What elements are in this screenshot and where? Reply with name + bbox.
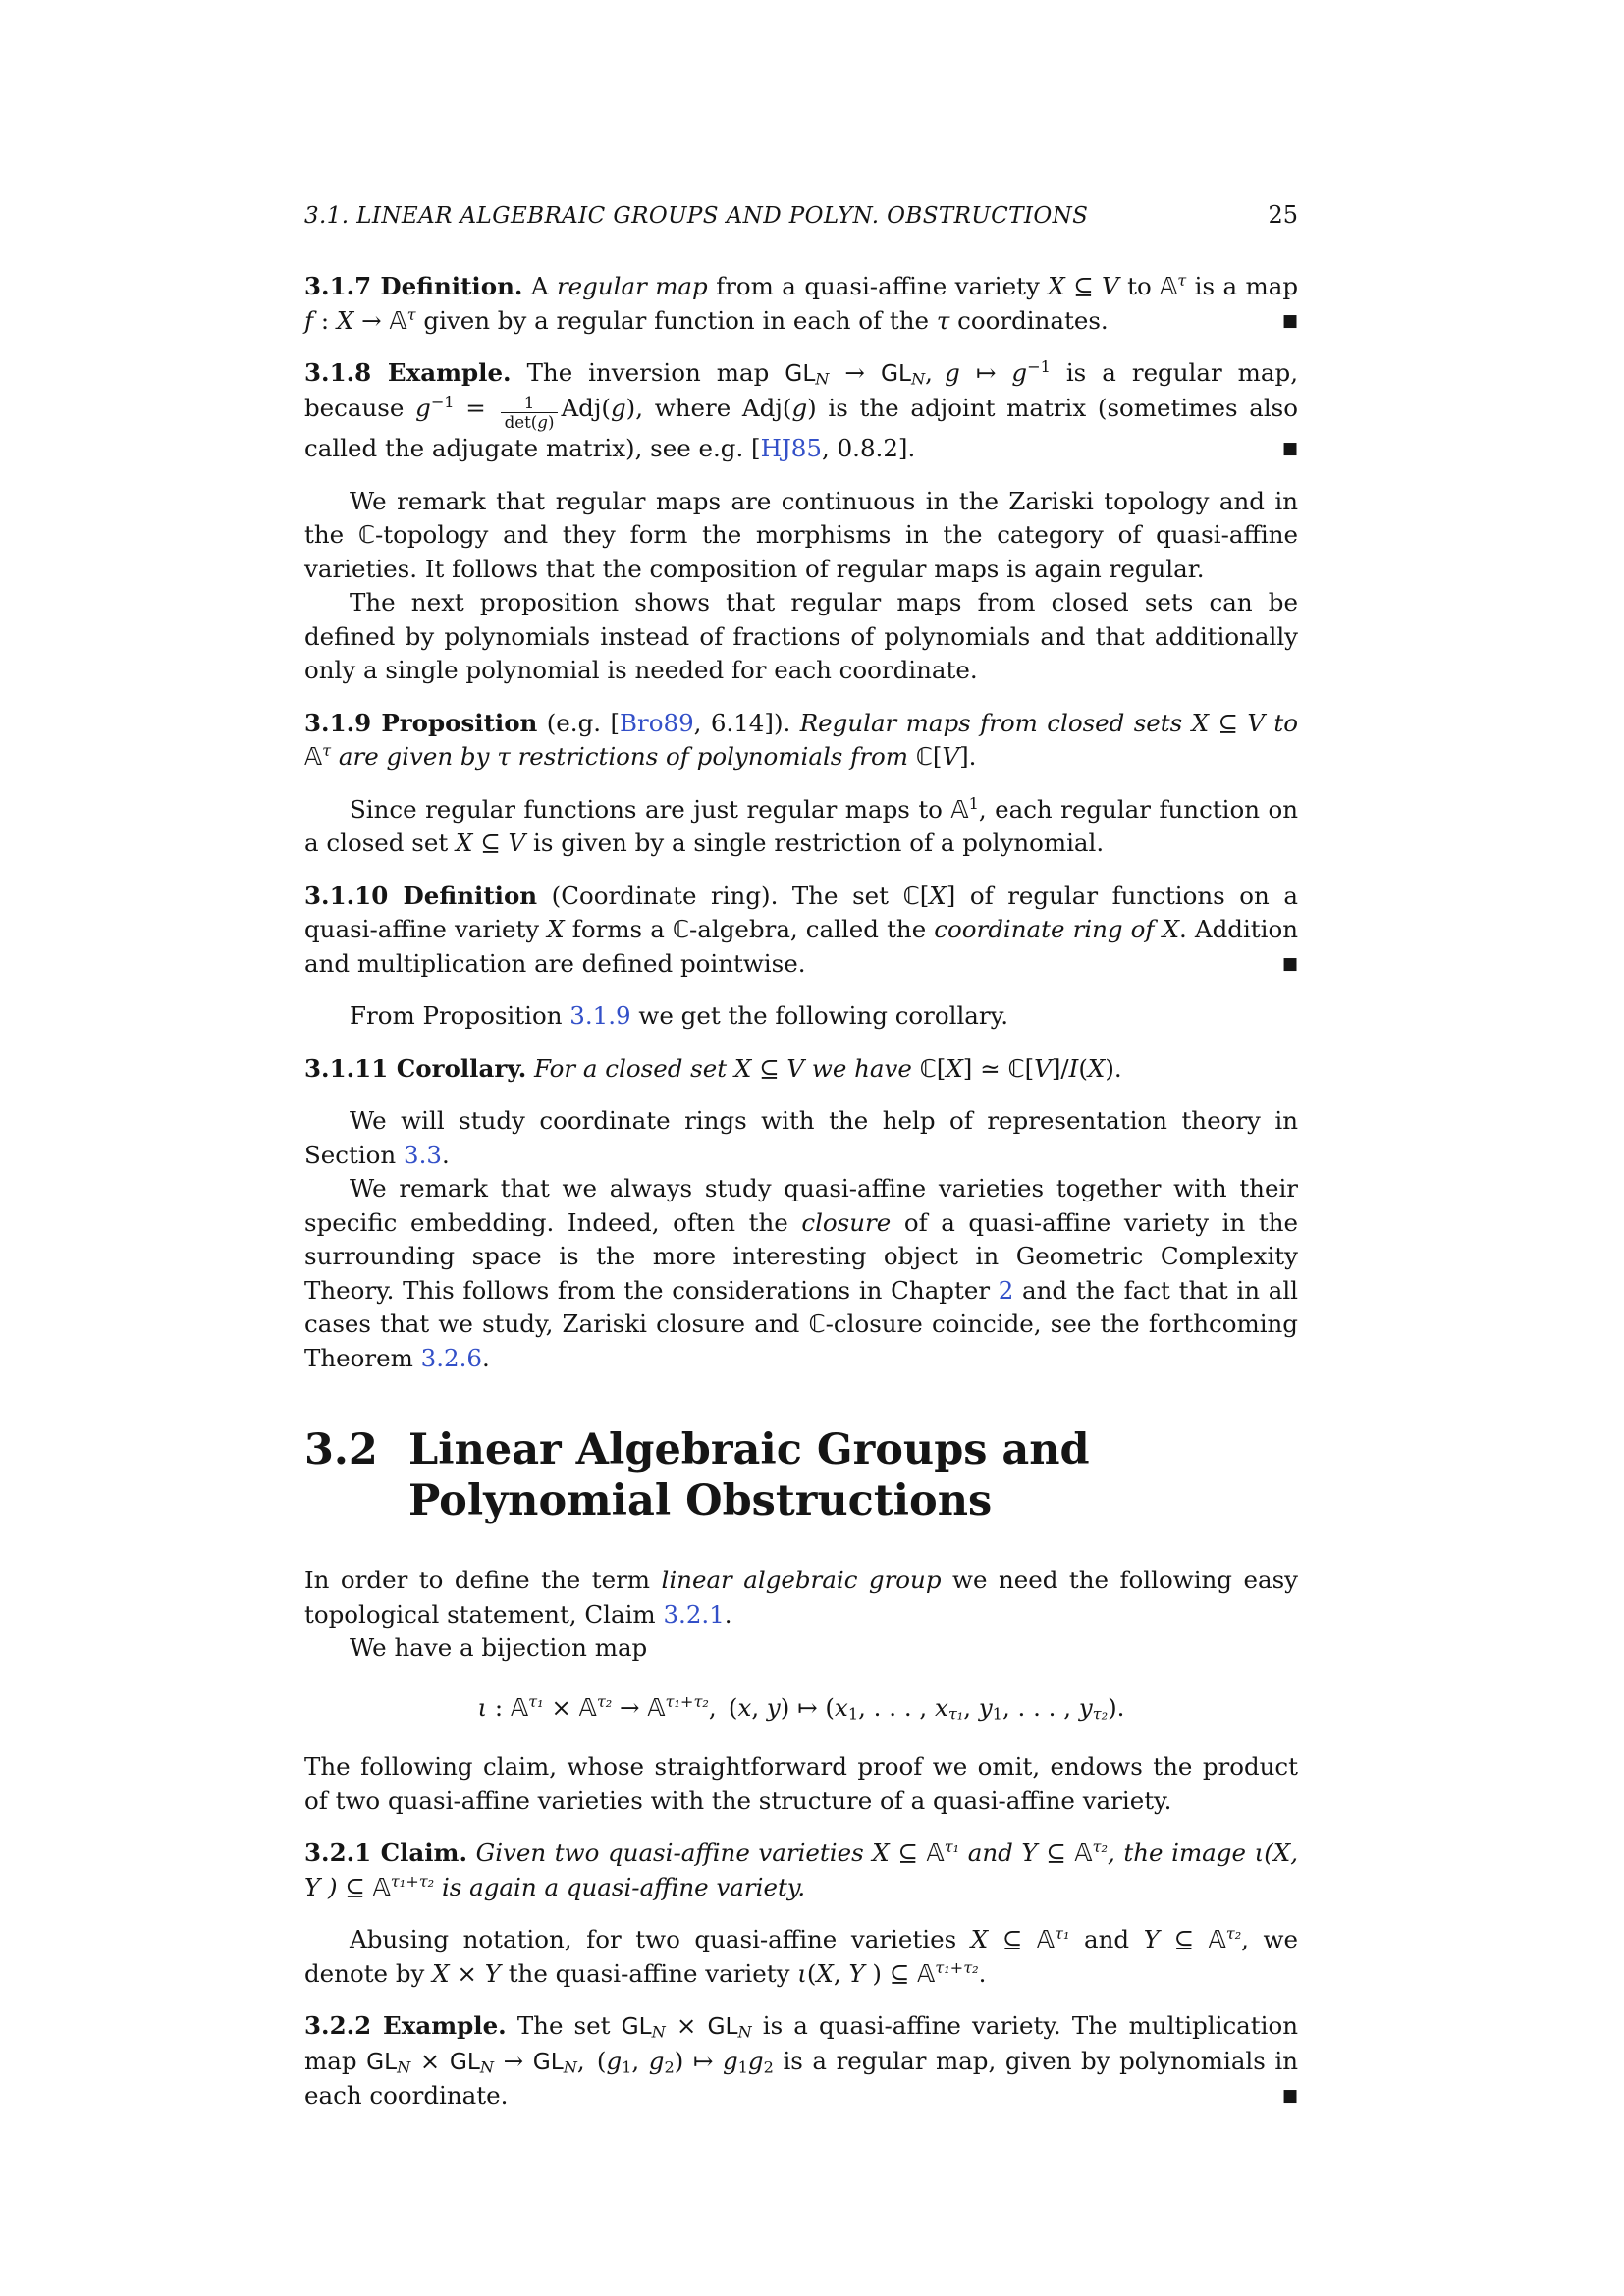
text-segment: Y — [1143, 1925, 1160, 1954]
text-segment: × — [449, 1958, 485, 1988]
text-segment: 𝔸 — [917, 1958, 936, 1988]
text-segment: τ₁+τ₂ — [390, 1871, 435, 1891]
running-header-title: 3.1. LINEAR ALGEBRAIC GROUPS AND POLYN. OBSTRUCTIONS — [304, 203, 1089, 229]
text-segment: → — [494, 2046, 533, 2075]
text-segment: g — [537, 412, 548, 432]
text-segment: , — [833, 1958, 849, 1988]
text-segment: 3.2.2 Example. — [304, 2011, 507, 2041]
paragraph-text — [304, 1174, 1298, 1372]
text-segment: , . . . , — [858, 1692, 935, 1722]
text-segment: [ — [936, 1053, 947, 1083]
text-segment: → — [612, 1692, 648, 1722]
text-segment: ( — [1078, 1053, 1088, 1083]
text-segment: X — [816, 1958, 834, 1988]
text-segment: X — [455, 828, 473, 858]
text-segment: x — [934, 1692, 948, 1722]
paragraph-abusing-notation — [304, 1923, 1298, 1991]
text-segment: 3.1.7 Definition. — [304, 272, 523, 300]
text-segment: ] of regular functions on a quasi-affine variety — [304, 881, 1298, 944]
text-segment: . — [724, 1599, 732, 1629]
text-segment: ⊆ — [472, 828, 509, 858]
text-segment: . — [481, 1343, 490, 1372]
text-segment: τ₁ — [944, 1838, 960, 1857]
text-segment: The inversion map — [511, 358, 785, 387]
paragraph-we-will-study — [304, 1104, 1298, 1172]
text-segment: For a closed set X ⊆ V we have — [526, 1053, 920, 1083]
paragraph-from-proposition — [304, 999, 1298, 1034]
text-segment: , we denote by — [304, 1925, 1299, 1988]
text-segment: ⊆ — [988, 1925, 1037, 1954]
text-segment: ℂ — [915, 742, 933, 772]
text-segment: 3.2.1 Claim. — [304, 1839, 468, 1868]
text-segment: coordinate ring of X — [934, 915, 1180, 944]
text-segment: ⊆ — [1159, 1925, 1209, 1954]
text-segment: τ₂ — [1225, 1924, 1242, 1944]
text-segment: τ₂ — [1092, 1838, 1108, 1857]
text-segment: , — [925, 358, 946, 387]
text-segment: 𝔸 — [647, 1692, 666, 1722]
text-segment: τ — [322, 741, 332, 761]
text-segment: 𝔸 — [1074, 1839, 1093, 1868]
qed-symbol: ■ — [1281, 439, 1298, 459]
qed-symbol: ■ — [1281, 310, 1298, 331]
text-segment: 𝔸 — [1036, 1925, 1056, 1954]
text-segment: 1 — [992, 1704, 1002, 1724]
text-segment: GL — [449, 2048, 480, 2075]
text-segment: The following claim, whose straightforward proof we omit, endows the product of two quasi-affine varieties with the structure of a quasi-affine variety. — [304, 1752, 1298, 1815]
text-segment: N — [479, 2057, 495, 2077]
text-segment: , — [751, 1692, 767, 1722]
paragraph-text — [304, 358, 1298, 462]
text-segment: −1 — [1027, 357, 1051, 377]
text-segment: ℂ — [808, 1309, 826, 1339]
text-segment: 1 — [523, 393, 535, 412]
section-heading-3-2 — [304, 1424, 1298, 1526]
text-segment: × — [543, 1692, 579, 1722]
ref-link[interactable]: 3.2.1 — [663, 1599, 725, 1629]
text-segment: V — [1102, 272, 1119, 300]
text-segment: 1 — [622, 2057, 632, 2077]
ref-link[interactable]: 3.1.9 — [569, 1001, 631, 1031]
text-column — [304, 201, 1298, 2132]
text-segment: The next proposition shows that regular maps from closed sets can be defined by polynomials instead of fractions of polynomials and that additionally only a single polynomial is needed for each coordinate. — [304, 588, 1298, 685]
text-segment: 𝔸 — [372, 1872, 391, 1901]
paragraph-text — [304, 487, 1298, 583]
paragraph-example-3-1-8 — [304, 356, 1298, 466]
text-segment: to — [1118, 272, 1161, 300]
text-segment: τ — [936, 305, 950, 335]
text-segment: ( — [806, 1958, 817, 1988]
page-number: 25 — [1268, 201, 1298, 229]
text-segment: From Proposition — [350, 1001, 570, 1031]
text-segment: 2 — [763, 2057, 774, 2077]
text-segment: Y — [484, 1958, 501, 1988]
text-segment: ), where Adj( — [625, 393, 792, 422]
text-segment: is a map — [1186, 272, 1299, 300]
text-segment: Abusing notation, for two quasi-affine varieties — [350, 1925, 971, 1954]
text-segment: given by a regular function in each of the — [415, 305, 937, 335]
text-segment: [ — [1024, 1053, 1035, 1083]
text-segment: 3.1.10 Definition — [304, 881, 538, 910]
text-segment: y — [978, 1692, 993, 1722]
text-segment: , — [963, 1692, 979, 1722]
text-segment: closure — [801, 1207, 892, 1237]
text-segment: Adj( — [561, 393, 611, 422]
paragraph-remark-embedding — [304, 1172, 1298, 1375]
text-segment: 𝔸 — [1160, 272, 1178, 300]
text-segment: : — [313, 305, 337, 335]
text-segment: X — [929, 881, 947, 910]
text-segment: ]. — [959, 742, 977, 772]
text-segment: τ₁+τ₂ — [935, 1957, 979, 1977]
text-segment: τ₁+τ₂ — [665, 1691, 709, 1711]
text-segment: ↦ — [959, 358, 1012, 387]
paragraph-text — [304, 881, 1298, 978]
qed-symbol: ■ — [1281, 2086, 1298, 2107]
text-segment: ℂ — [357, 520, 375, 550]
paragraph-proposition-3-1-9 — [304, 707, 1298, 774]
text-segment: 1 — [968, 793, 979, 813]
qed-symbol: ■ — [1281, 953, 1298, 974]
text-segment: X — [336, 305, 354, 335]
text-segment: τ₁ — [1055, 1924, 1070, 1944]
text-segment: and the fact that in all cases that we study, Zariski closure and — [304, 1275, 1298, 1339]
text-segment: N — [910, 369, 926, 389]
text-segment: −1 — [430, 392, 455, 411]
text-segment: GL — [880, 360, 911, 387]
text-segment: ) ↦ — [674, 2046, 723, 2075]
text-segment: are given by τ restrictions of polynomials from — [331, 742, 916, 772]
text-segment: GL — [707, 2013, 738, 2041]
text-segment: I — [1068, 1053, 1079, 1083]
text-segment: y — [766, 1692, 781, 1722]
paragraph-text — [304, 2011, 1298, 2109]
paragraph-corollary-3-1-11 — [304, 1052, 1298, 1087]
paragraph-text — [304, 1925, 1298, 1988]
text-segment: the quasi-affine variety — [500, 1958, 798, 1988]
paragraph-definition-3-1-7 — [304, 270, 1298, 338]
displayed-equation-iota — [304, 1691, 1298, 1726]
text-segment: and — [1069, 1925, 1144, 1954]
text-segment: g — [791, 393, 808, 422]
text-segment: . — [978, 1958, 987, 1988]
text-segment: , 0.8.2]. — [822, 434, 916, 463]
paragraph-following-claim — [304, 1750, 1298, 1818]
text-segment: , ( — [708, 1692, 738, 1722]
text-segment: (Coordinate ring). The set — [537, 881, 903, 910]
paragraph-text — [304, 1106, 1298, 1169]
text-segment: V — [1034, 1053, 1052, 1083]
text-segment: → — [353, 305, 390, 335]
text-segment: Given two quasi-affine varieties X ⊆ — [467, 1839, 927, 1868]
text-segment: 𝔸 — [926, 1839, 945, 1868]
text-segment: -closure coincide, see the forthcoming Theorem — [304, 1309, 1298, 1372]
text-segment: Y — [848, 1958, 865, 1988]
paragraph-text — [304, 1839, 1298, 1901]
text-segment: τ₁ — [947, 1704, 964, 1724]
text-segment: We will study coordinate rings with the help of representation theory in Section — [304, 1106, 1298, 1169]
text-segment: GL — [532, 2048, 564, 2075]
text-segment: . — [441, 1140, 450, 1169]
text-segment: , each regular function on a closed set — [304, 794, 1298, 858]
text-segment: 𝔸 — [389, 305, 407, 335]
ref-link[interactable]: 3.2.6 — [420, 1343, 482, 1372]
text-segment: X — [547, 915, 565, 944]
text-segment: , 6.14]). — [693, 708, 791, 737]
text-segment: τ₂ — [596, 1691, 613, 1711]
text-segment: N — [651, 2022, 666, 2042]
text-segment: g — [610, 393, 626, 422]
ref-link[interactable]: 2 — [998, 1275, 1014, 1305]
text-segment: , ( — [576, 2046, 607, 2075]
text-segment: X — [1087, 1053, 1106, 1083]
text-segment: is given by a single restriction of a polynomial. — [525, 828, 1105, 858]
text-segment: GL — [785, 360, 816, 387]
paragraph-in-order — [304, 1564, 1298, 1631]
text-segment: N — [563, 2057, 577, 2077]
paragraph-text — [304, 709, 1298, 772]
paragraph-text — [304, 1054, 1122, 1083]
section-title: Linear Algebraic Groups and Polynomial Obstructions — [408, 1425, 1090, 1526]
text-segment: 1 — [737, 2057, 748, 2077]
text-segment: we need the following easy topological statement, Claim — [304, 1566, 1298, 1629]
text-segment: [ — [932, 742, 943, 772]
text-segment: X — [432, 1958, 450, 1988]
text-segment: det( — [504, 412, 538, 432]
paragraph-text — [350, 1001, 1008, 1030]
text-segment: We have a bijection map — [350, 1633, 648, 1663]
text-segment: In order to define the term — [304, 1566, 662, 1595]
text-segment: is a regular map, given by polynomials in each coordinate. — [304, 2046, 1299, 2110]
text-segment: We remark that regular maps are continuous in the Zariski topology and in the — [304, 486, 1298, 550]
text-segment: ℂ — [902, 881, 920, 910]
text-segment: g — [722, 2046, 738, 2075]
text-segment: -algebra, called the — [689, 915, 935, 944]
text-segment: forms a — [564, 915, 673, 944]
text-segment: ι — [477, 1692, 488, 1722]
paragraph-text — [304, 1566, 1298, 1629]
running-header — [304, 201, 1298, 229]
text-segment: ) ↦ ( — [780, 1692, 835, 1722]
text-segment: we get the following corollary. — [630, 1001, 1008, 1031]
text-segment: ⊆ — [1064, 272, 1103, 300]
inline-fraction — [501, 394, 559, 432]
text-segment: 2 — [664, 2057, 675, 2077]
text-segment: ] ≃ — [962, 1053, 1008, 1083]
text-segment: regular map — [556, 272, 708, 300]
text-segment: 𝔸 — [950, 794, 969, 824]
text-segment: g — [606, 2046, 623, 2075]
text-segment: ℂ — [1007, 1053, 1025, 1083]
fraction-numerator — [501, 394, 559, 413]
text-segment: ) — [547, 412, 555, 432]
paragraph-text — [304, 588, 1298, 684]
text-segment: X — [1048, 272, 1065, 300]
text-segment: GL — [366, 2048, 398, 2075]
ref-link[interactable]: HJ85 — [760, 434, 822, 463]
text-segment: is again a quasi-affine variety. — [434, 1872, 806, 1901]
text-segment: ]/ — [1051, 1053, 1069, 1083]
text-segment: N — [737, 2022, 752, 2042]
text-segment: coordinates. — [949, 305, 1109, 335]
text-segment: : — [487, 1692, 511, 1722]
equation-text — [478, 1693, 1125, 1722]
text-segment: . Addition and multiplication are defined pointwise. — [304, 915, 1298, 978]
text-segment: → — [829, 358, 881, 387]
text-segment: is a regular map, because — [304, 358, 1298, 422]
text-segment: ). — [1108, 1692, 1125, 1722]
text-segment: τ — [406, 304, 416, 324]
text-segment: 3.1.8 Example. — [304, 358, 512, 387]
text-segment: We remark that we always study quasi-affine varieties together with their specific embedding. Indeed, often the — [304, 1174, 1298, 1237]
paragraph-we-have-bijection — [304, 1631, 1298, 1666]
text-segment: x — [834, 1692, 848, 1722]
ref-link[interactable]: Bro89 — [620, 708, 694, 737]
text-segment: ). — [1105, 1053, 1122, 1083]
paragraph-text — [304, 1752, 1298, 1815]
text-segment: τ₂ — [1092, 1704, 1109, 1724]
text-segment: X — [946, 1053, 963, 1083]
text-segment: τ₁ — [528, 1691, 544, 1711]
text-segment: 1 — [847, 1704, 859, 1724]
text-segment: g — [415, 393, 431, 422]
text-segment: N — [815, 369, 830, 389]
text-segment: ℂ — [919, 1053, 937, 1083]
paragraph-text — [350, 1633, 647, 1662]
paragraph-claim-3-2-1 — [304, 1837, 1298, 1904]
text-segment: g — [945, 358, 960, 387]
text-segment: Since regular functions are just regular maps to — [350, 794, 951, 824]
text-segment: 𝔸 — [304, 742, 323, 772]
paragraph-text — [304, 795, 1298, 858]
text-segment: g — [747, 2046, 764, 2075]
text-segment: , . . . , — [1001, 1692, 1079, 1722]
text-segment: g — [648, 2046, 665, 2075]
paragraph-definition-3-1-10 — [304, 880, 1298, 982]
text-segment: X — [970, 1925, 989, 1954]
text-segment: N — [397, 2057, 411, 2077]
text-segment: 3.1.11 Corollary. — [304, 1053, 527, 1083]
text-segment: (e.g. [ — [537, 708, 621, 737]
text-segment: Regular maps from closed sets X ⊆ V to — [790, 708, 1299, 737]
paragraph-remark-zariski — [304, 485, 1298, 587]
text-segment: , the image ι(X, Y ) ⊆ — [304, 1839, 1298, 1901]
section-number: 3.2 — [304, 1425, 378, 1475]
text-segment: , — [631, 2046, 649, 2075]
text-segment: τ — [1177, 271, 1187, 291]
text-segment: from a quasi-affine variety — [707, 272, 1049, 300]
paragraph-text — [304, 272, 1298, 335]
text-segment: and Y ⊆ — [959, 1839, 1075, 1868]
text-segment: 𝔸 — [1208, 1925, 1226, 1954]
text-segment: -topology and they form the morphisms in the category of quasi-affine varieties. It follows that the composition of regular maps is again regular. — [304, 520, 1298, 583]
text-segment: × — [410, 2046, 450, 2075]
text-segment: V — [508, 828, 526, 858]
paragraph-next-proposition — [304, 586, 1298, 688]
text-segment: A — [522, 272, 557, 300]
text-segment: 𝔸 — [578, 1692, 597, 1722]
text-segment: [ — [919, 881, 930, 910]
text-segment: ι — [797, 1958, 807, 1988]
paragraph-example-3-2-2 — [304, 2009, 1298, 2113]
text-segment: f — [304, 305, 314, 335]
text-segment: = — [454, 393, 498, 422]
ref-link[interactable]: 3.3 — [404, 1140, 442, 1169]
fraction-denominator — [501, 413, 559, 432]
text-segment: 𝔸 — [510, 1692, 529, 1722]
text-segment: V — [942, 742, 960, 772]
text-segment: ) is the adjoint matrix (sometimes also called the adjugate matrix), see e.g. [ — [304, 393, 1298, 463]
text-segment: y — [1078, 1692, 1093, 1722]
text-segment: GL — [621, 2013, 652, 2041]
text-segment: The set — [506, 2011, 622, 2041]
text-segment: ) ⊆ — [864, 1958, 918, 1988]
text-segment: x — [737, 1692, 752, 1722]
text-segment: g — [1011, 358, 1028, 387]
text-segment: is a quasi-affine variety. The multiplication map — [304, 2011, 1298, 2075]
paragraph-since-regular — [304, 793, 1298, 861]
text-segment: 3.1.9 Proposition — [304, 708, 538, 737]
text-segment: ℂ — [672, 915, 690, 944]
text-segment: of a quasi-affine variety in the surrounding space is the more interesting object in Geometric Complexity Theory. This follows from the considerations in Chapter — [304, 1207, 1298, 1305]
text-segment: × — [665, 2011, 708, 2041]
text-segment: linear algebraic group — [661, 1566, 942, 1595]
